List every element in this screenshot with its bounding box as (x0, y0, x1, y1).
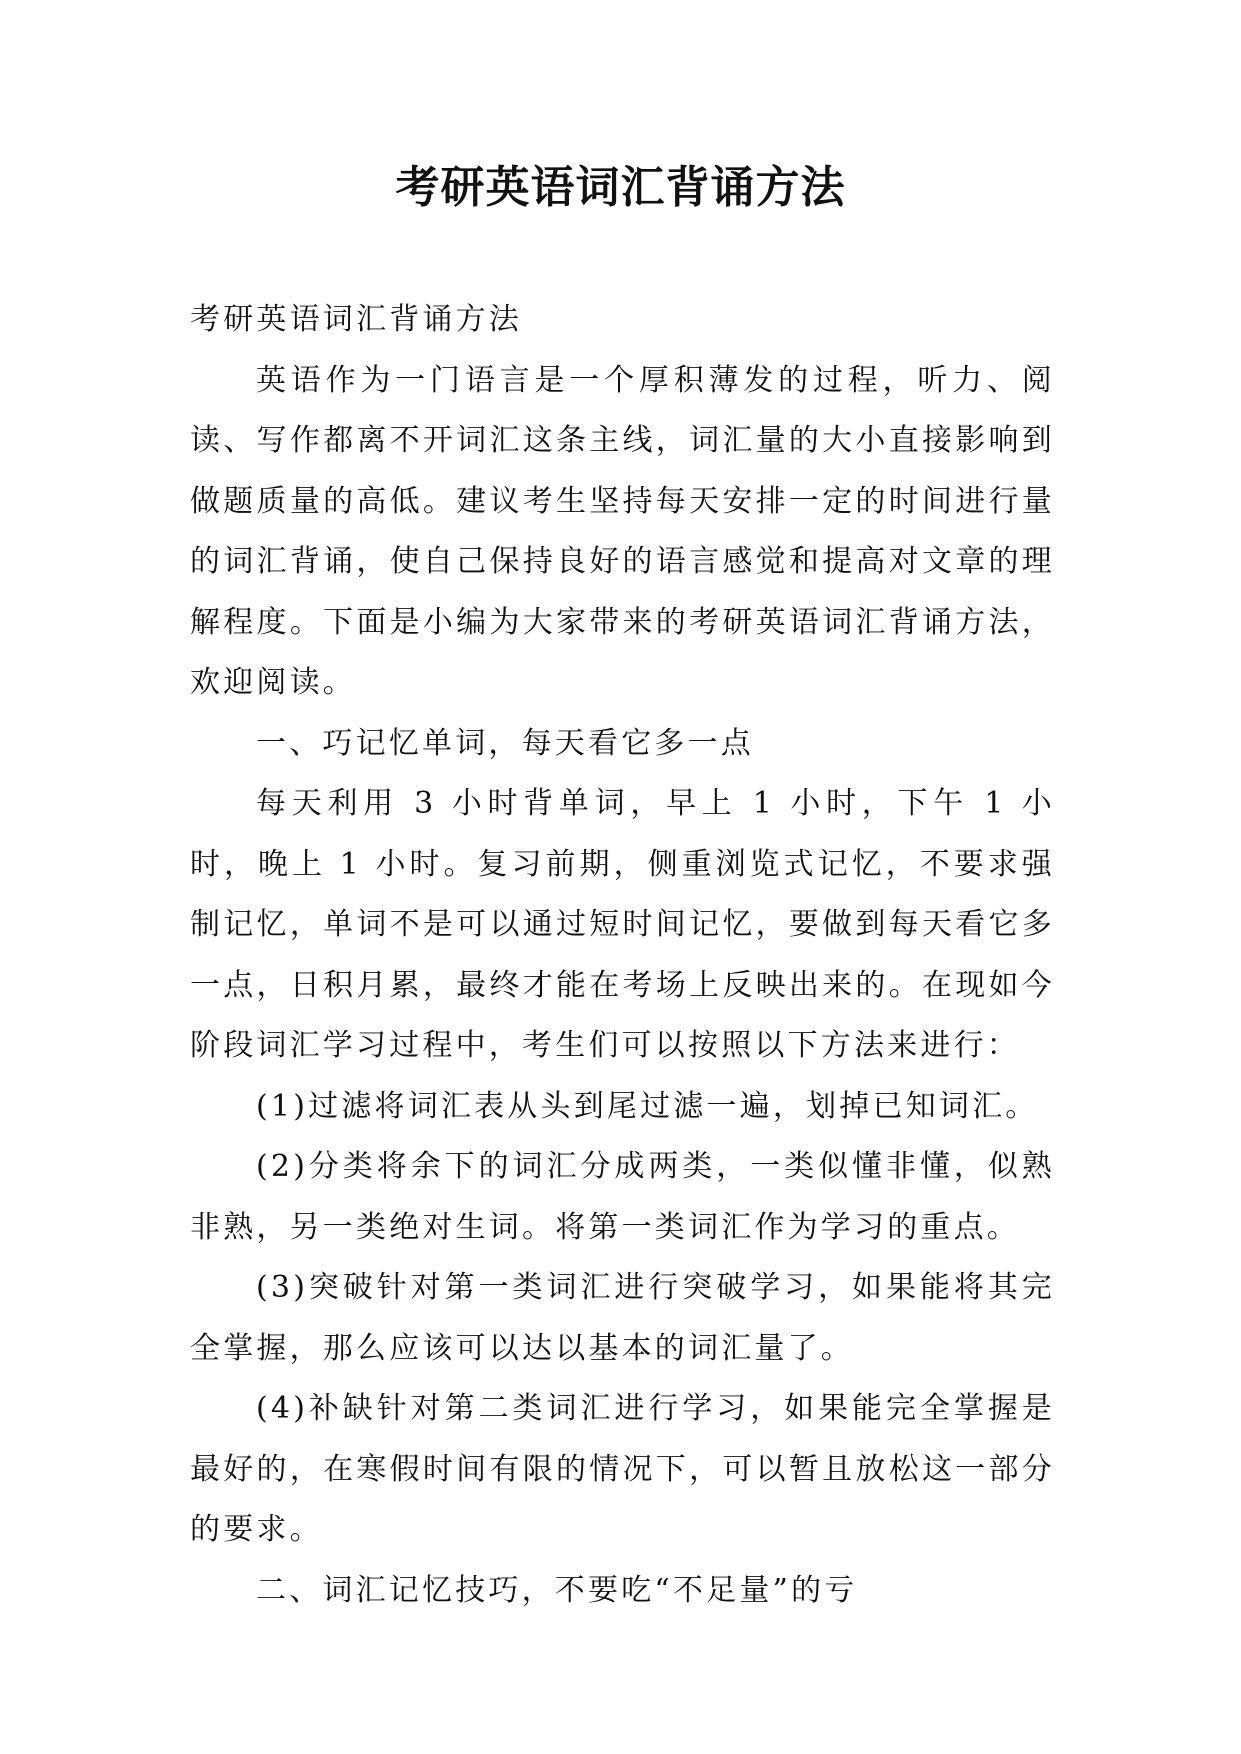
list-item-supplement: (4)补缺针对第二类词汇进行学习，如果能完全掌握是最好的，在寒假时间有限的情况下，可以暂且放松这一部分的要求。 (190, 1391, 1055, 1547)
document-title: 考研英语词汇背诵方法 (395, 162, 846, 213)
paragraph-intro: 英语作为一门语言是一个厚积薄发的过程，听力、阅读、写作都离不开词汇这条主线，词汇量的大小直接影响到做题质量的高低。建议考生坚持每天安排一定的时间进行量的词汇背诵，使自己保持良好的语言感觉和提高对文章的理解程度。下面是小编为大家带来的考研英语词汇背诵方法，欢迎阅读。 (190, 362, 1055, 700)
section-heading-2: 二、词汇记忆技巧，不要吃“不足量”的亏 (256, 1572, 858, 1608)
paragraph-daily-study: 每天利用 3 小时背单词，早上 1 小时，下午 1 小时，晚上 1 小时。复习前期，侧重浏览式记忆，不要求强制记忆，单词不是可以通过短时间记忆，要做到每天看它多一点，日积月累，最终才能在考场上反映出来的。在现如今阶段词汇学习过程中，考生们可以按照以下方法来进行： (190, 786, 1055, 1063)
list-item-filter: (1)过滤将词汇表从头到尾过滤一遍，划掉已知词汇。 (256, 1088, 1039, 1124)
paragraph-subtitle: 考研英语词汇背诵方法 (190, 302, 522, 337)
list-item-breakthrough: (3)突破针对第一类词汇进行突破学习，如果能将其完全掌握，那么应该可以达以基本的词汇量了。 (190, 1270, 1055, 1366)
list-item-classify: (2)分类将余下的词汇分成两类，一类似懂非懂，似熟非熟，另一类绝对生词。将第一类词汇作为学习的重点。 (190, 1149, 1055, 1245)
section-heading-1: 一、巧记忆单词，每天看它多一点 (256, 725, 754, 761)
document-body (190, 290, 1055, 1621)
